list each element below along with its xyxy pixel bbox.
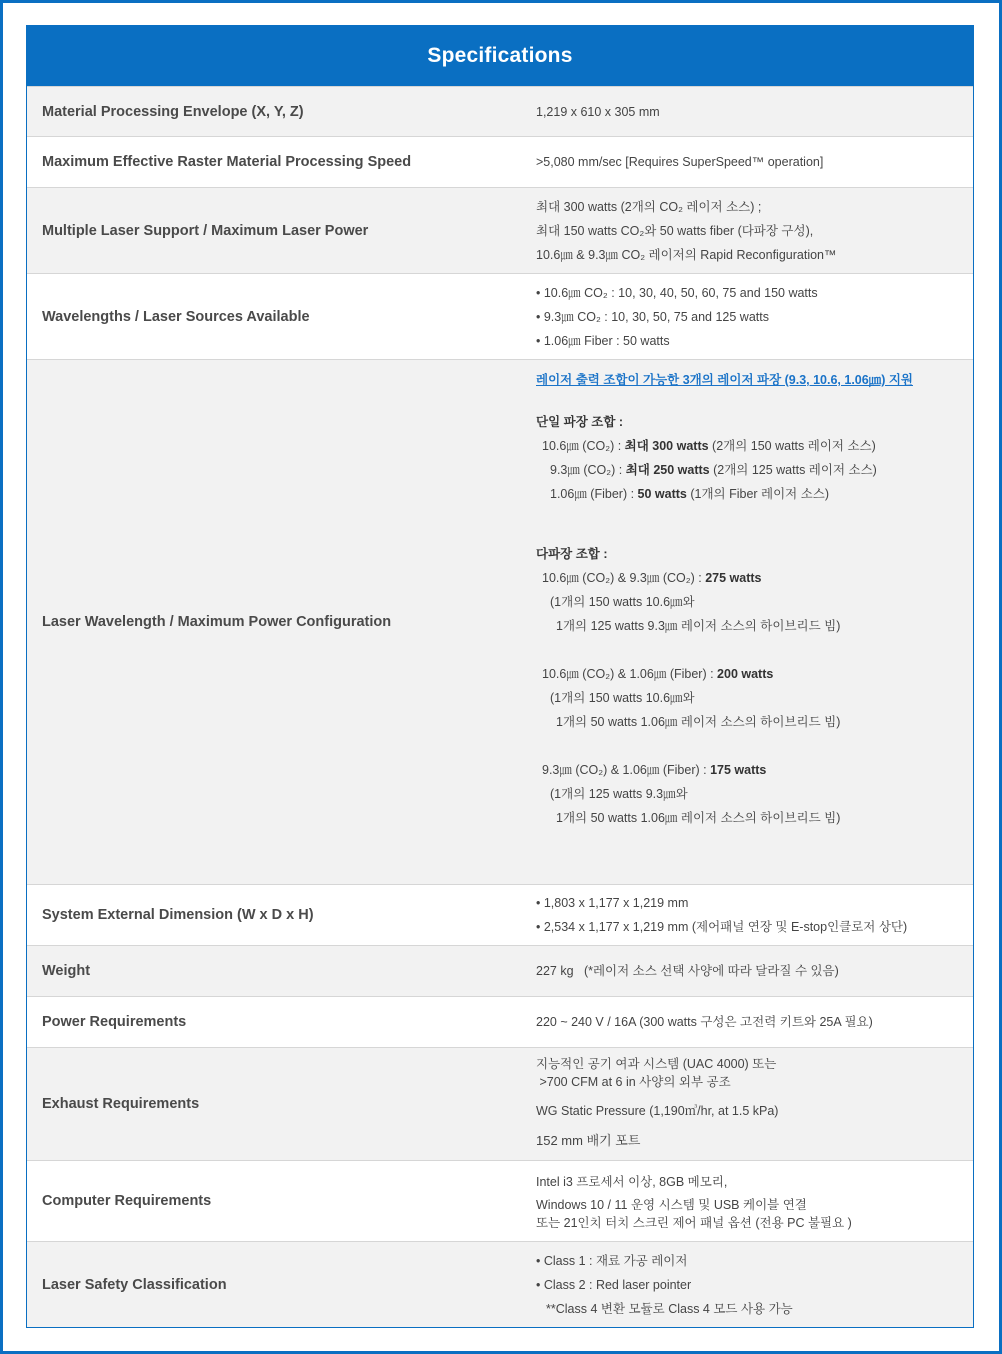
row-label: Laser Wavelength / Maximum Power Configuration	[42, 614, 392, 630]
row-exhaust	[27, 1047, 973, 1160]
value-line: 10.6㎛ & 9.3㎛ CO₂ 레이저의 Rapid Reconfiguration™	[536, 247, 837, 262]
row-speed	[27, 136, 973, 187]
row-label: Weight	[42, 963, 91, 979]
list-item: • 9.3㎛ CO₂ : 10, 30, 50, 75 and 125 watts	[536, 309, 769, 324]
row-safety	[27, 1241, 973, 1327]
single-combo-line: 10.6㎛ (CO₂) : 최대 300 watts (2개의 150 watts 레이저 소스)	[542, 439, 876, 453]
row-value	[521, 137, 973, 187]
row-computer	[27, 1160, 973, 1241]
row-config	[27, 359, 973, 884]
value-line: 152 mm 배기 포트	[536, 1133, 641, 1148]
row-power-requirements	[27, 996, 973, 1047]
row-label: System External Dimension (W x D x H)	[42, 907, 314, 923]
multi-combo-detail: 1개의 125 watts 9.3㎛ 레이저 소스의 하이브리드 빔)	[556, 619, 841, 633]
row-label: Computer Requirements	[42, 1193, 212, 1209]
list-item: • 2,534 x 1,177 x 1,219 mm (제어패널 연장 및 E-stop인클로저 상단)	[536, 920, 908, 934]
row-value	[521, 274, 973, 359]
multi-combo-title: 다파장 조합 :	[536, 547, 608, 561]
value-text: 1,219 x 610 x 305 mm	[536, 104, 660, 119]
value-line: **Class 4 변환 모듈로 Class 4 모드 사용 가능	[546, 1301, 793, 1316]
multi-combo-line: 10.6㎛ (CO₂) & 1.06㎛ (Fiber) : 200 watts	[542, 667, 774, 681]
row-value	[521, 997, 973, 1047]
multi-combo-detail: 1개의 50 watts 1.06㎛ 레이저 소스의 하이브리드 빔)	[556, 715, 841, 729]
spec-table	[26, 25, 974, 1328]
value-line: Windows 10 / 11 운영 시스템 및 USB 케이블 연결	[536, 1198, 807, 1212]
value-line: Intel i3 프로세서 이상, 8GB 메모리,	[536, 1175, 728, 1189]
single-combo-line: 9.3㎛ (CO₂) : 최대 250 watts (2개의 125 watts 레이저 소스)	[550, 463, 877, 477]
row-value	[521, 885, 973, 945]
list-item: • 1.06㎛ Fiber : 50 watts	[536, 333, 670, 348]
row-value	[521, 87, 973, 136]
row-label: Material Processing Envelope (X, Y, Z)	[42, 103, 304, 120]
title-text: Specifications	[427, 43, 573, 67]
list-item: • Class 2 : Red laser pointer	[536, 1277, 692, 1292]
value-text: >5,080 mm/sec [Requires SuperSpeed™ operation]	[536, 155, 824, 169]
row-label: Multiple Laser Support / Maximum Laser Power	[42, 222, 369, 239]
row-weight	[27, 945, 973, 996]
value-line: 또는 21인치 터치 스크린 제어 패널 옵션 (전용 PC 불필요 )	[536, 1216, 852, 1230]
list-item: • 10.6㎛ CO₂ : 10, 30, 40, 50, 60, 75 and 150 watts	[536, 285, 818, 300]
single-combo-title: 단일 파장 조합 :	[536, 415, 624, 429]
value-line: WG Static Pressure (1,190㎥/hr, at 1.5 kPa)	[536, 1104, 779, 1118]
row-value	[521, 1048, 973, 1160]
value-line: 최대 150 watts CO₂와 50 watts fiber (다파장 구성),	[536, 223, 814, 238]
row-label: Laser Safety Classification	[42, 1276, 227, 1293]
row-label: Power Requirements	[42, 1014, 187, 1030]
table-title	[27, 25, 973, 86]
value-line: 지능적인 공기 여과 시스템 (UAC 4000) 또는	[536, 1057, 777, 1071]
row-value	[521, 188, 973, 273]
value-line: >700 CFM at 6 in 사양의 외부 공조	[536, 1075, 731, 1089]
multi-combo-line: 9.3㎛ (CO₂) & 1.06㎛ (Fiber) : 175 watts	[542, 763, 767, 777]
row-envelope	[27, 86, 973, 136]
value-line: 최대 300 watts (2개의 CO₂ 레이저 소스) ;	[536, 199, 762, 214]
value-text: 220 ~ 240 V / 16A (300 watts 구성은 고전력 키트와 25A 필요)	[536, 1015, 873, 1029]
row-label: Wavelengths / Laser Sources Available	[42, 308, 310, 325]
row-label: Exhaust Requirements	[42, 1096, 200, 1112]
multi-combo-detail: 1개의 50 watts 1.06㎛ 레이저 소스의 하이브리드 빔)	[556, 811, 841, 825]
wavelength-support-link[interactable]: 레이저 출력 조합이 가능한 3개의 레이저 파장 (9.3, 10.6, 1.06㎛) 지원	[536, 373, 913, 387]
row-wavelengths	[27, 273, 973, 359]
row-value	[521, 946, 973, 996]
row-value	[521, 1161, 973, 1241]
multi-combo-detail: (1개의 150 watts 10.6㎛와	[550, 691, 695, 705]
row-label: Maximum Effective Raster Material Processing Speed	[42, 154, 412, 170]
single-combo-line: 1.06㎛ (Fiber) : 50 watts (1개의 Fiber 레이저 소스)	[550, 487, 830, 501]
value-text: 227 kg (*레이저 소스 선택 사양에 따라 달라질 수 있음)	[536, 964, 839, 978]
row-value	[521, 360, 973, 884]
list-item: • Class 1 : 재료 가공 레이저	[536, 1253, 688, 1268]
multi-combo-line: 10.6㎛ (CO₂) & 9.3㎛ (CO₂) : 275 watts	[542, 571, 762, 585]
list-item: • 1,803 x 1,177 x 1,219 mm	[536, 896, 689, 910]
row-dimension	[27, 884, 973, 945]
row-power-support	[27, 187, 973, 273]
row-value	[521, 1242, 973, 1327]
multi-combo-detail: (1개의 125 watts 9.3㎛와	[550, 787, 688, 801]
multi-combo-detail: (1개의 150 watts 10.6㎛와	[550, 595, 695, 609]
